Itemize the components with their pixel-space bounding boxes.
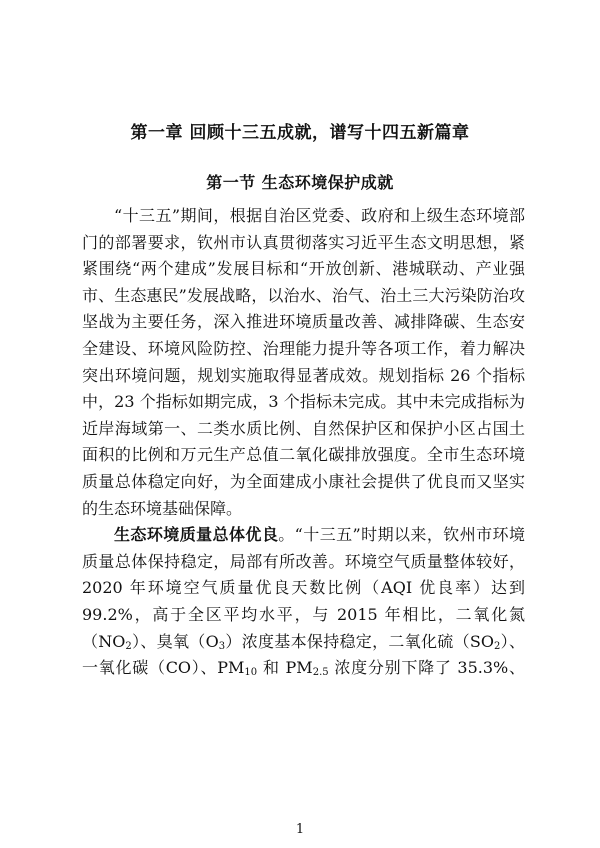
text-segment: ）、	[500, 631, 525, 651]
text-segment: 浓度分别下降了 35.3%、	[328, 658, 525, 678]
paragraph-line	[82, 629, 525, 656]
paragraph-overview	[82, 203, 525, 522]
paragraph-line	[82, 655, 525, 682]
paragraph-line: 市、生态惠民”发展战略，以治水、治气、治土三大污染防治攻	[82, 285, 525, 305]
text-segment: 。“十三五”时期以来，钦州市环境	[278, 525, 525, 545]
paragraph-line: 近岸海域第一、二类水质比例、自然保护区和保护小区占国土	[82, 418, 525, 438]
document-body	[82, 203, 525, 682]
paragraph-line: 99.2%，高于全区平均水平，与 2015 年相比，二氧化氮	[82, 604, 525, 624]
text-segment: ）、臭氧（O	[131, 631, 219, 651]
subscript: 2	[125, 640, 132, 652]
paragraph-line: 2020 年环境空气质量优良天数比例（AQI 优良率）达到	[82, 578, 525, 598]
paragraph-line: 突出环境问题，规划实施取得显著成效。规划指标 26 个指标	[82, 365, 525, 385]
paragraph-line: 紧围绕“两个建成”发展目标和“开放创新、港城联动、产业强	[82, 259, 525, 279]
bold-lead: 生态环境质量总体优良	[114, 525, 279, 545]
subscript: 2.5	[312, 667, 329, 679]
paragraph-line: “十三五”期间，根据自治区党委、政府和上级生态环境部	[114, 206, 525, 225]
paragraph-line: 全建设、环境风险防控、治理能力提升等各项工作，着力解决	[82, 338, 525, 358]
text-segment: （NO	[82, 631, 126, 651]
subscript: 3	[218, 640, 226, 652]
paragraph-line	[82, 522, 525, 549]
text-segment: 一氧化碳（CO）、PM	[82, 658, 245, 678]
paragraph-line: 坚战为主要任务，深入推进环境质量改善、减排降碳、生态安	[82, 312, 525, 332]
paragraph-environment-quality	[82, 522, 525, 682]
text-segment: 和 PM	[257, 658, 313, 678]
subscript: 10	[244, 667, 258, 679]
paragraph-line: 的生态环境基础保障。	[82, 498, 243, 518]
subscript: 2	[493, 640, 501, 652]
page-number: 1	[295, 822, 305, 837]
section-title: 第一节 生态环境保护成就	[206, 173, 394, 192]
paragraph-line: 质量总体稳定向好，为全面建成小康社会提供了优良而又坚实	[82, 471, 525, 491]
paragraph-line: 质量总体保持稳定，局部有所改善。环境空气质量整体较好，	[82, 551, 525, 571]
paragraph-line: 面积的比例和万元生产总值二氧化碳排放强度。全市生态环境	[82, 445, 525, 465]
paragraph-line: 中，23 个指标如期完成，3 个指标未完成。其中未完成指标为	[82, 392, 525, 412]
paragraph-line: 门的部署要求，钦州市认真贯彻落实习近平生态文明思想，紧	[82, 232, 525, 252]
chapter-title: 第一章 回顾十三五成就，谱写十四五新篇章	[130, 123, 470, 143]
text-segment: ）浓度基本保持稳定，二氧化硫（SO	[225, 631, 494, 651]
